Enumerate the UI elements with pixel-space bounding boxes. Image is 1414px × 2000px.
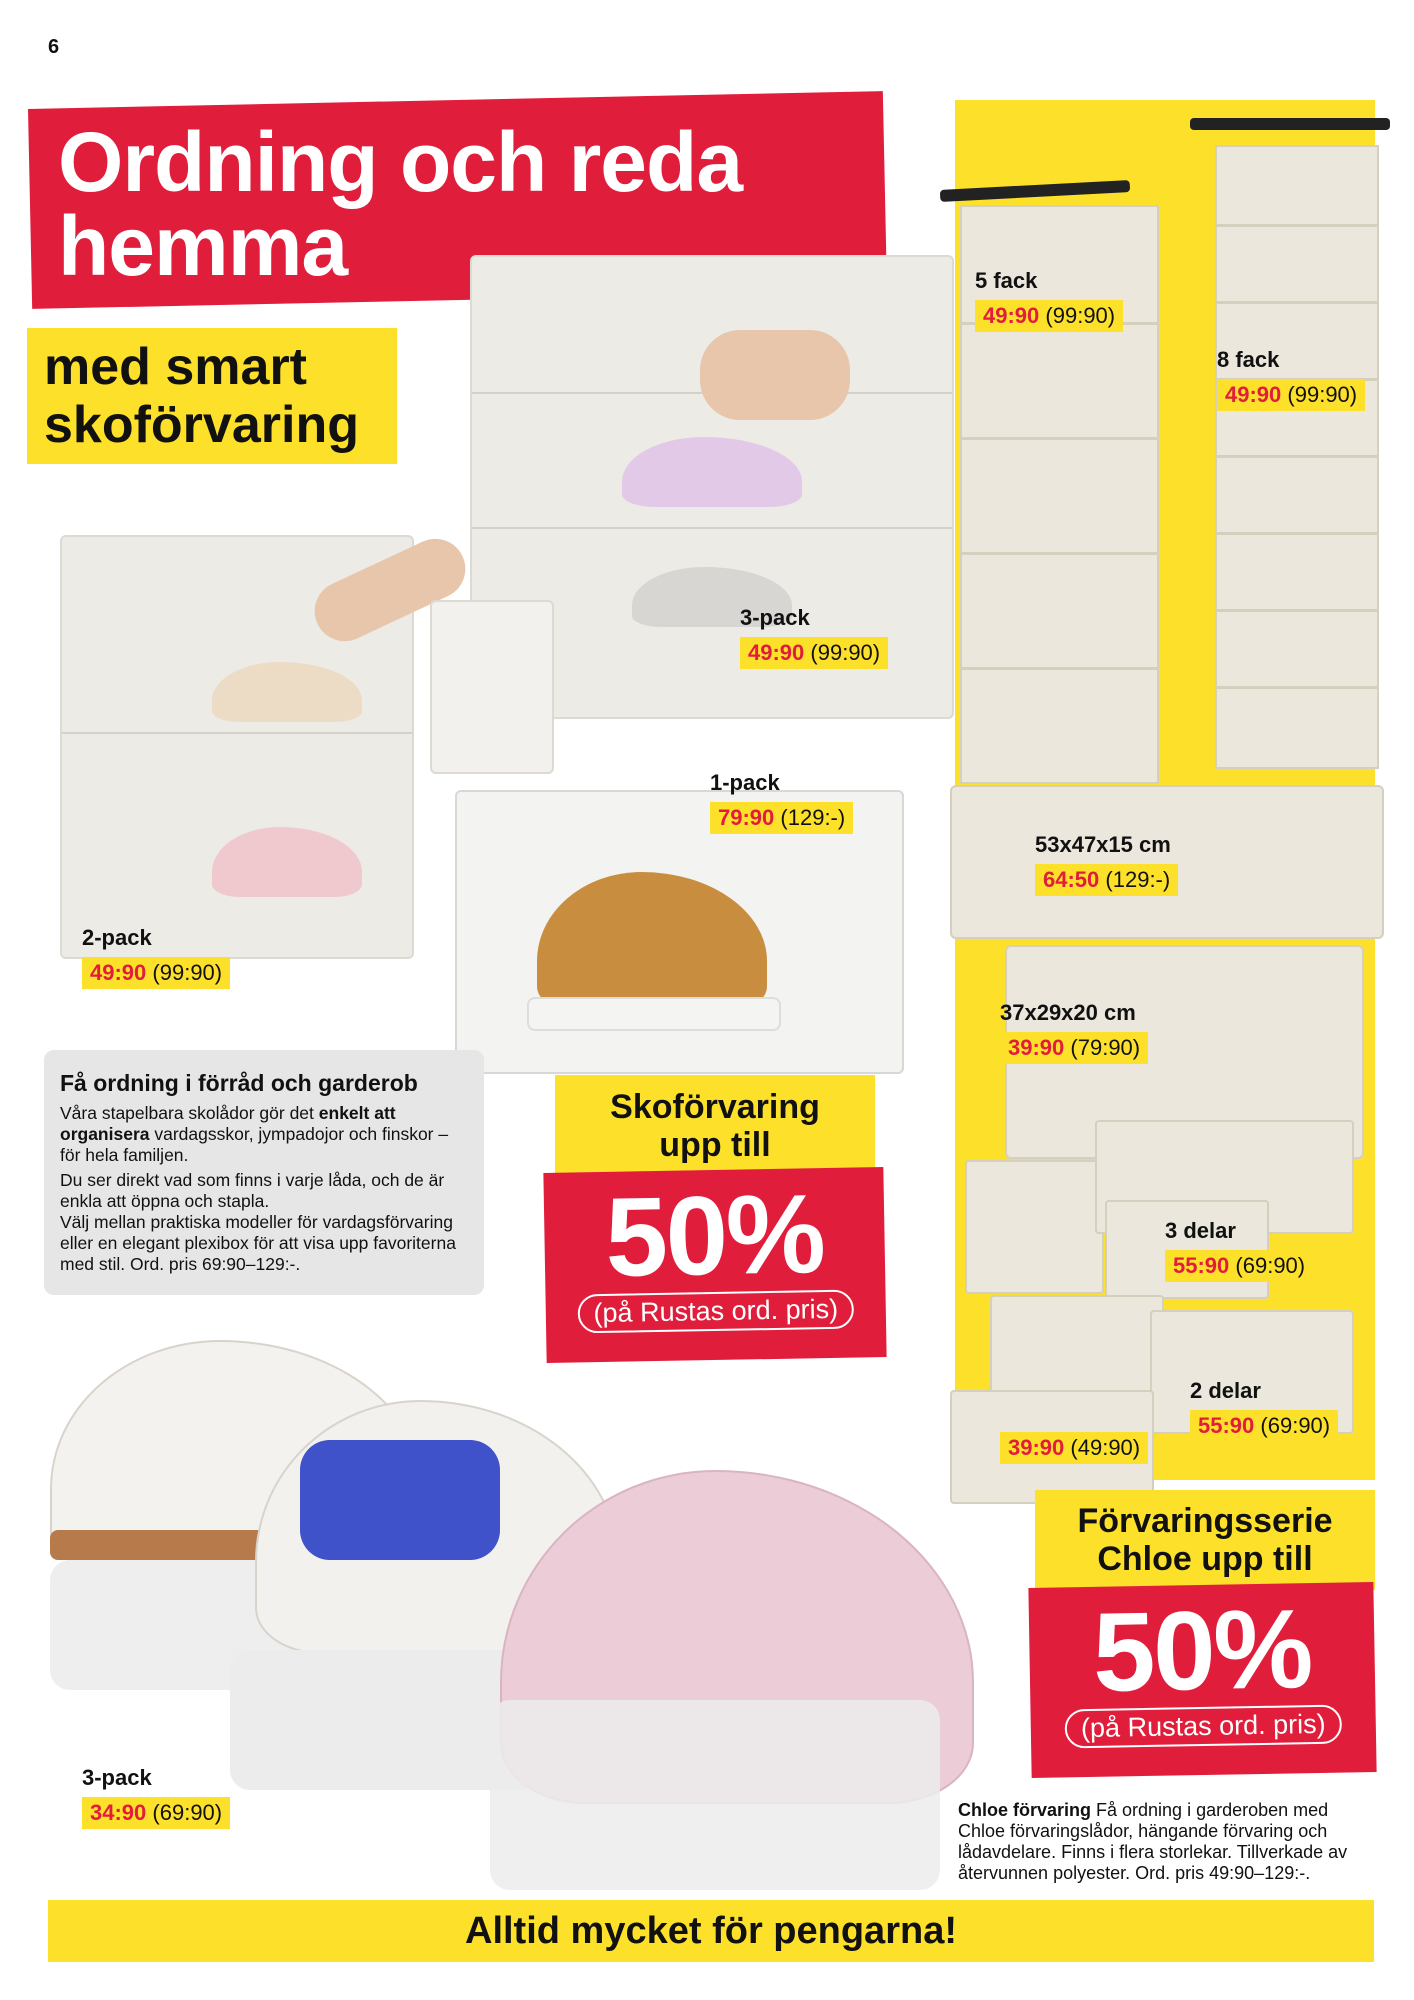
price-current: 39:90 — [1008, 1435, 1065, 1460]
price-block-5-fack — [975, 268, 1123, 332]
price-block-53x47x15 — [1035, 832, 1178, 896]
price-block-37x29x20 — [1000, 1000, 1148, 1064]
price-block-1pack — [710, 770, 853, 834]
open-box-3-delar-image — [965, 1160, 1104, 1294]
price-ordinary: (79:90) — [1070, 1035, 1141, 1060]
info-paragraph-2: Du ser direkt vad som finns i varje låda, och de är enkla att öppna och stapla. — [60, 1170, 445, 1211]
price-tag — [1165, 1250, 1313, 1282]
promo-percent: 50% — [604, 1171, 825, 1300]
promo-subtext: (på Rustas ord. pris) — [1065, 1705, 1342, 1749]
promo-chloe-title — [1035, 1502, 1375, 1578]
price-block-3pack — [740, 605, 888, 669]
subheadline — [44, 338, 359, 454]
price-tag — [1035, 864, 1178, 896]
price-current: 79:90 — [718, 805, 775, 830]
price-tag — [82, 957, 230, 989]
price-current: 34:90 — [90, 1800, 147, 1825]
price-current: 49:90 — [748, 640, 805, 665]
promo-title-line2: upp till — [659, 1126, 771, 1164]
promo-title-line1: Skoförvaring — [610, 1088, 820, 1126]
price-tag — [1000, 1432, 1148, 1464]
info-emphasis: enkelt att organisera — [60, 1103, 396, 1144]
price-ordinary: (129:-) — [1105, 867, 1171, 892]
price-block-single-box — [1000, 1432, 1148, 1464]
product-label: 3-pack — [740, 605, 810, 630]
price-ordinary: (99:90) — [1287, 382, 1358, 407]
price-ordinary: (99:90) — [152, 960, 223, 985]
product-label: 53x47x15 cm — [1035, 832, 1171, 857]
info-text: Våra stapelbara skolådor gör det — [60, 1103, 319, 1123]
price-tag — [710, 802, 853, 834]
hand-image — [700, 330, 850, 420]
price-ordinary: (69:90) — [1260, 1413, 1331, 1438]
price-ordinary: (49:90) — [1070, 1435, 1141, 1460]
organizer-8-fack-image — [1215, 145, 1379, 769]
page-number: 6 — [48, 36, 60, 58]
price-block-2-delar — [1190, 1378, 1338, 1442]
shoe-stand-image-3 — [490, 1700, 940, 1890]
promo-title-line2: Chloe upp till — [1097, 1540, 1313, 1578]
info-paragraph-1 — [60, 1103, 468, 1166]
headline-line1: Ordning och reda — [58, 115, 743, 209]
subheadline-line1: med smart — [44, 338, 307, 396]
info-paragraph-3: Välj mellan praktiska modeller för vardagsförvaring eller en elegant plexibox för att visa upp favoriterna med stil. Ord. pris 69:90–129:-. — [60, 1212, 456, 1274]
chloe-description-title: Chloe förvaring — [958, 1800, 1092, 1820]
promo-chloe-badge — [1028, 1582, 1376, 1778]
price-block-2pack — [82, 925, 230, 989]
price-tag — [82, 1797, 230, 1829]
product-label: 3 delar — [1165, 1218, 1236, 1243]
price-block-8-fack — [1217, 347, 1365, 411]
price-tag — [1217, 379, 1365, 411]
footer-slogan: Alltid mycket för pengarna! — [48, 1900, 1374, 1962]
price-ordinary: (99:90) — [810, 640, 881, 665]
chloe-description-text: Få ordning i garderoben med Chloe förvaringslådor, hängande förvaring och lådavdelare. Finns i flera storlekar. Tillverkade av återvunnen polyester. Ord. pris 49:90–129:-. — [958, 1800, 1348, 1883]
product-label: 2 delar — [1190, 1378, 1261, 1403]
price-current: 49:90 — [983, 303, 1040, 328]
price-tag — [740, 637, 888, 669]
promo-shoes-title — [555, 1088, 875, 1164]
price-current: 64:50 — [1043, 867, 1100, 892]
promo-percent: 50% — [1091, 1586, 1313, 1715]
open-door-image — [430, 600, 554, 774]
promo-title-line1: Förvaringsserie — [1077, 1502, 1333, 1540]
price-ordinary: (69:90) — [1235, 1253, 1306, 1278]
sneaker-blue-accent — [300, 1440, 500, 1560]
price-current: 55:90 — [1173, 1253, 1230, 1278]
promo-shoes-badge — [543, 1167, 886, 1363]
price-block-stands — [82, 1765, 230, 1829]
price-current: 49:90 — [1225, 382, 1282, 407]
promo-subtext: (på Rustas ord. pris) — [577, 1290, 854, 1334]
product-label: 37x29x20 cm — [1000, 1000, 1136, 1025]
product-label: 1-pack — [710, 770, 780, 795]
product-label: 3-pack — [82, 1765, 152, 1790]
price-current: 39:90 — [1008, 1035, 1065, 1060]
chloe-description — [958, 1800, 1363, 1884]
price-ordinary: (129:-) — [780, 805, 846, 830]
headline-line2: hemma — [58, 199, 348, 293]
price-tag — [975, 300, 1123, 332]
info-title: Få ordning i förråd och garderob — [60, 1070, 418, 1096]
subheadline-line2: skoförvaring — [44, 396, 359, 454]
info-box — [44, 1050, 484, 1295]
info-text: vardagsskor, jympadojor och finskor – för hela familjen. — [60, 1124, 449, 1165]
price-ordinary: (99:90) — [1045, 303, 1116, 328]
product-label: 8 fack — [1217, 347, 1280, 372]
price-tag — [1190, 1410, 1338, 1442]
price-current: 55:90 — [1198, 1413, 1255, 1438]
hanging-rod-2 — [1190, 118, 1390, 130]
price-tag — [1000, 1032, 1148, 1064]
product-label: 5 fack — [975, 268, 1038, 293]
price-current: 49:90 — [90, 960, 147, 985]
product-label: 2-pack — [82, 925, 152, 950]
price-ordinary: (69:90) — [152, 1800, 223, 1825]
price-block-3-delar — [1165, 1218, 1313, 1282]
